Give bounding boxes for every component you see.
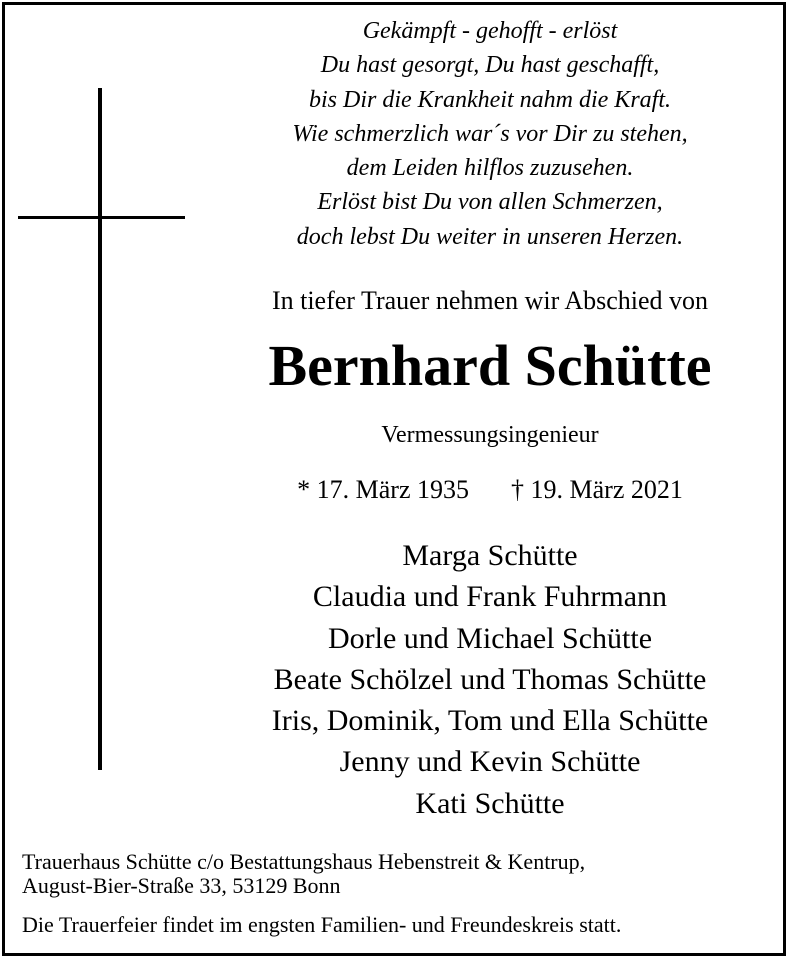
- death-date: † 19. März 2021: [511, 475, 683, 504]
- mourner-entry: Jenny und Kevin Schütte: [339, 745, 641, 779]
- mourners-list: [200, 535, 780, 824]
- poem-line: Erlöst bist Du von allen Schmerzen,: [317, 189, 663, 216]
- deceased-name: Bernhard Schütte: [268, 333, 712, 398]
- address-line-1: Trauerhaus Schütte c/o Bestattungshaus Hebenstreit & Kentrup,: [22, 849, 586, 874]
- poem-line: Wie schmerzlich war´s vor Dir zu stehen,: [292, 120, 688, 147]
- profession: Vermessungsingenieur: [381, 422, 599, 448]
- mourner-entry: Beate Schölzel und Thomas Schütte: [273, 662, 707, 696]
- cross-icon-horizontal-bar: [18, 216, 185, 219]
- poem-line: dem Leiden hilflos zuzusehen.: [346, 155, 634, 182]
- poem: [200, 14, 780, 254]
- intro-text: In tiefer Trauer nehmen wir Abschied von: [271, 286, 709, 315]
- birth-date: * 17. März 1935: [297, 475, 469, 504]
- mourner-entry: Claudia und Frank Fuhrmann: [312, 580, 668, 614]
- cross-icon-vertical-bar: [98, 88, 102, 770]
- address-line-2: August-Bier-Straße 33, 53129 Bonn: [22, 873, 341, 898]
- poem-line: Gekämpft - gehofft - erlöst: [362, 18, 618, 44]
- life-dates: [200, 472, 780, 508]
- mourning-address: [22, 850, 585, 898]
- poem-line: doch lebst Du weiter in unseren Herzen.: [296, 223, 684, 250]
- mourner-entry: Marga Schütte: [402, 539, 578, 572]
- ceremony-note: Die Trauerfeier findet im engsten Familien- und Freundeskreis statt.: [22, 912, 622, 937]
- mourner-entry: Dorle und Michael Schütte: [327, 621, 653, 655]
- mourner-entry: Kati Schütte: [415, 786, 565, 820]
- poem-line: bis Dir die Krankheit nahm die Kraft.: [309, 86, 671, 113]
- poem-line: Du hast gesorgt, Du hast geschafft,: [320, 52, 660, 79]
- mourner-entry: Iris, Dominik, Tom und Ella Schütte: [271, 704, 709, 738]
